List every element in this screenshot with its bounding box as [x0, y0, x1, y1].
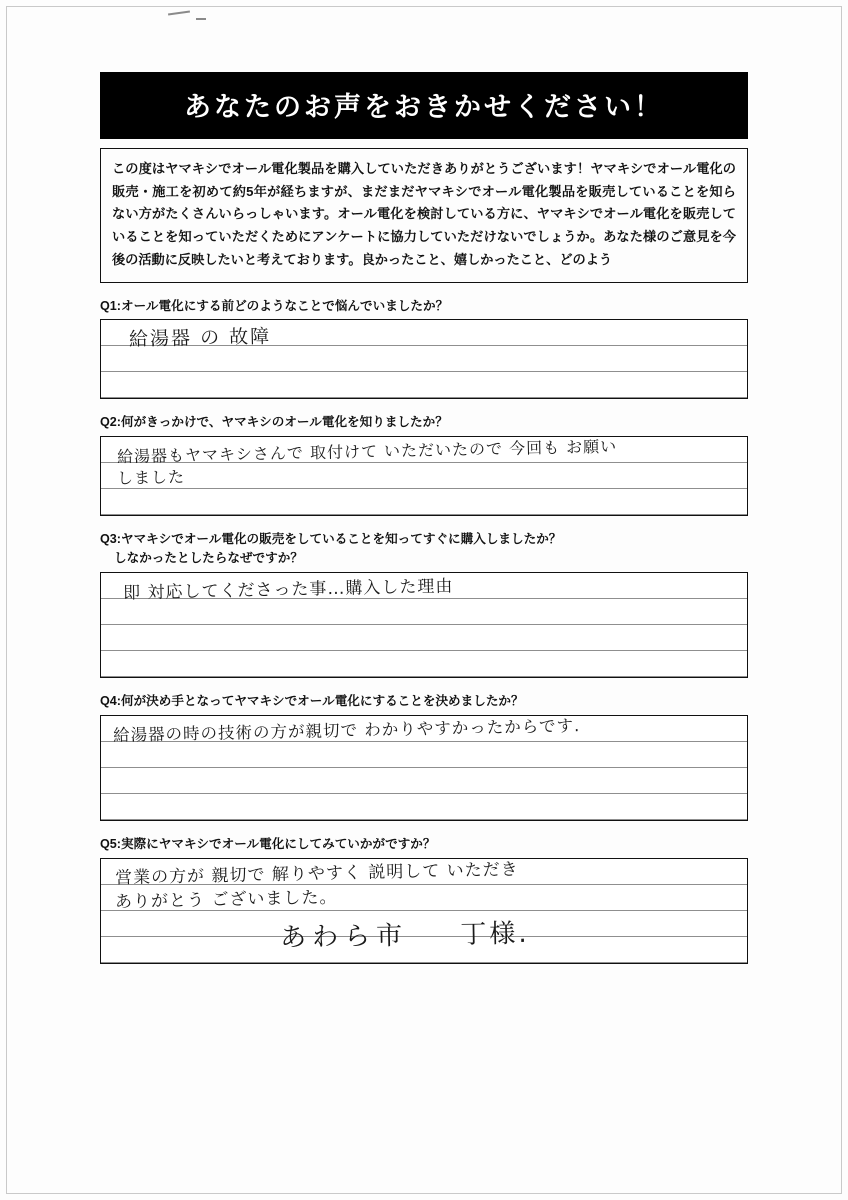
answer-rule	[101, 599, 747, 625]
scan-artifact	[196, 18, 206, 20]
question-label-q5: Q5:実際にヤマキシでオール電化にしてみていかがですか？	[100, 836, 436, 851]
signature-name: 丁様.	[460, 918, 530, 951]
handwritten-answer-line: 営業の方が 親切で 解りやすく 説明して いただき	[114, 859, 519, 889]
intro-paragraph: この度はヤマキシでオール電化製品を購入していただきありがとうございます！ヤマキシでオール電化の販売・施工を初めて約5年が経ちますが、まだまだヤマキシでオール電化製品を販売していることを知らない方がたくさんいらっしゃいます。オール電化を検討している方に、ヤマキシでオール電化を販売していることを知っていただくためにアンケートに協力していただけないでしょうか。あなた様のご意見を今後の活動に反映したいと考えております。良かったこと、嬉しかったこと、どのよう	[100, 148, 748, 283]
question-label-q4: Q4:何が決め手となってヤマキシでオール電化にすることを決めましたか？	[100, 694, 524, 709]
question-label-q3	[100, 530, 748, 568]
answer-rule	[101, 651, 747, 677]
signature-block	[280, 913, 530, 954]
question-label-q2: Q2:何がきっかけで、ヤマキシのオール電化を知りましたか？	[100, 415, 448, 430]
answer-rule	[101, 859, 747, 885]
handwritten-answer-line: 給湯器もヤマキシさんで 取付けて いただいたので 今回も お願い	[116, 437, 618, 467]
answer-rule	[101, 346, 747, 372]
page-title: あなたのお声をおきかせください！	[100, 72, 748, 139]
answer-box-q3[interactable]	[100, 572, 748, 678]
handwritten-answer-line: 給湯器 の 故障	[128, 325, 272, 351]
answer-rule	[101, 885, 747, 911]
question-label-q3-sub: しなかったとしたらなぜですか？	[114, 551, 303, 566]
question-block-q4	[100, 692, 748, 821]
answer-rule	[101, 463, 747, 489]
handwritten-answer-line: ありがとう ございました。	[114, 887, 338, 913]
answer-box-q2[interactable]	[100, 436, 748, 516]
question-label-q1: Q1:オール電化にする前どのようなことで悩んでいましたか？	[100, 298, 449, 313]
answer-rule	[101, 437, 747, 463]
question-label-q3-main: Q3:ヤマキシでオール電化の販売をしていることを知ってすぐに購入しましたか？	[100, 532, 562, 547]
answer-rule	[101, 768, 747, 794]
signature-city: あわら市	[279, 920, 409, 954]
answer-rule	[101, 742, 747, 768]
handwritten-answer-line: 即 対応してくださった事…購入した理由	[122, 576, 454, 604]
scan-artifact	[168, 10, 190, 15]
answer-rule	[101, 489, 747, 515]
question-block-q1	[100, 297, 748, 400]
answer-rule	[101, 320, 747, 346]
handwritten-answer-line: 給湯器の時の技術の方が親切で わかりやすかったからです.	[112, 716, 581, 745]
answer-rule	[101, 794, 747, 820]
answer-box-q1[interactable]	[100, 319, 748, 399]
answer-rule	[101, 372, 747, 398]
question-block-q2	[100, 413, 748, 516]
survey-content	[100, 72, 748, 964]
answer-rule	[101, 573, 747, 599]
answer-rule	[101, 716, 747, 742]
answer-box-q4[interactable]	[100, 715, 748, 821]
answer-rule	[101, 625, 747, 651]
question-block-q3	[100, 530, 748, 678]
handwritten-answer-line: しました	[116, 467, 186, 489]
